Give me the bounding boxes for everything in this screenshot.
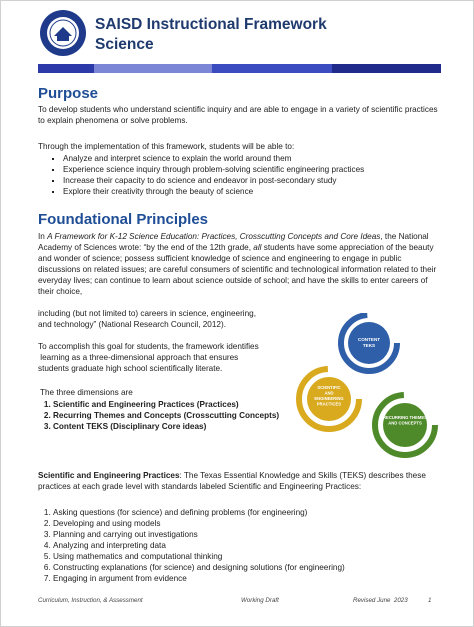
para1-text-a: , the National Academy of Sciences wrote: “by the end of the 12th grade,	[38, 232, 429, 252]
emphasis-all: all	[253, 243, 262, 252]
list-item: 3. Planning and carrying out investigations	[53, 529, 453, 540]
purpose-intro: To develop students who understand scientific inquiry and are able to engage in a variety of scientific practices to explain phenomena or solve problems.	[38, 105, 438, 125]
cycle-right	[375, 395, 435, 455]
principles-paragraph-1-line-3: and technology” (National Research Council, 2012).	[38, 320, 226, 329]
cycle-label-recurring-themes: RECURRING THEMES AND CONCEPTS	[383, 415, 427, 426]
list-item: ▪ Increase their capacity to do science and endeavor in post-secondary study	[63, 175, 364, 186]
list-item: ▪ Analyze and interpret science to explain the world around them	[63, 153, 364, 164]
dimensions-list	[39, 399, 293, 432]
document-title	[95, 15, 327, 55]
purpose-bullet-list	[51, 153, 364, 197]
list-item: 5. Using mathematics and computational thinking	[53, 551, 453, 562]
cycle-top	[341, 315, 397, 371]
list-item: 3. Content TEKS (Disciplinary Core ideas)	[53, 421, 293, 432]
list-item: 1. Scientific and Engineering Practices (Practices)	[53, 399, 293, 410]
principles-paragraph-1	[38, 231, 440, 297]
footer-right: Revised June 2023	[353, 597, 408, 604]
book-title: A Framework for K-12 Science Education: Practices, Crosscutting Concepts and Core Ideas	[47, 232, 381, 241]
principles-paragraph-1-line-2: including (but not limited to) careers in science, engineering,	[38, 309, 256, 318]
list-item: 6. Constructing explanations (for science) and designing solutions (for engineering)	[53, 562, 453, 573]
bar-segment	[38, 64, 94, 73]
principles-paragraph-2-line-3: students graduate high school scientifically literate.	[38, 364, 223, 373]
bar-segment	[212, 64, 332, 73]
practices-list	[39, 507, 453, 584]
cycle-label-content-teks: CONTENT TEKS	[357, 337, 381, 348]
practices-title: Scientific and Engineering Practices	[38, 471, 180, 480]
list-item: 4. Analyzing and interpreting data	[53, 540, 453, 551]
principles-paragraph-2-line-2: learning as a three-dimensional approach that ensures	[38, 353, 239, 362]
title-line-1: SAISD Instructional Framework	[95, 16, 327, 33]
page-number: 1	[428, 597, 432, 604]
purpose-heading: Purpose	[38, 85, 99, 102]
cycle-label-practices: SCIENTIFIC AND ENGINEERING PRACTICES	[314, 385, 344, 407]
list-item: 2. Recurring Themes and Concepts (Crosscutting Concepts)	[53, 410, 293, 421]
principles-paragraph-2-line-1: To accomplish this goal for students, the framework identifies	[38, 342, 259, 351]
bar-segment	[332, 64, 441, 73]
title-line-2: Science	[95, 36, 154, 53]
principles-heading: Foundational Principles	[38, 211, 209, 228]
cycle-left	[299, 369, 359, 429]
district-seal-logo	[39, 9, 87, 57]
list-item: 1. Asking questions (for science) and defining problems (for engineering)	[53, 507, 453, 518]
para1-prefix: In	[38, 232, 48, 241]
header-color-bar	[38, 64, 441, 73]
three-dimensions-cycle-diagram	[287, 313, 447, 473]
footer-middle: Working Draft	[241, 597, 279, 604]
list-item: 7. Engaging in argument from evidence	[53, 573, 453, 584]
practices-text: : The Texas Essential Knowledge and Skills (TEKS) describes these practices at each grade level with standards labeled Scientific and Engineering Practices:	[38, 471, 426, 491]
dimensions-lead: The three dimensions are	[40, 388, 133, 397]
bar-segment	[94, 64, 212, 73]
practices-intro	[38, 470, 442, 492]
para1-text-b: students have some appreciation of the beauty and wonder of science; possess sufficient knowledge of science and engineering to engage in public discussions on related issues; are careful consumers of scientific and technological information related to their everyday lives; can continue to learn about science outside of school; and have the skills to enter careers of their choice,	[38, 243, 437, 296]
footer-left: Curriculum, Instruction, & Assessment	[38, 597, 143, 604]
list-item: 2. Developing and using models	[53, 518, 453, 529]
list-item: ▪ Explore their creativity through the beauty of science	[63, 186, 364, 197]
purpose-lead: Through the implementation of this framework, students will be able to:	[38, 142, 295, 151]
list-item: ▪ Experience science inquiry through problem-solving scientific engineering practices	[63, 164, 364, 175]
